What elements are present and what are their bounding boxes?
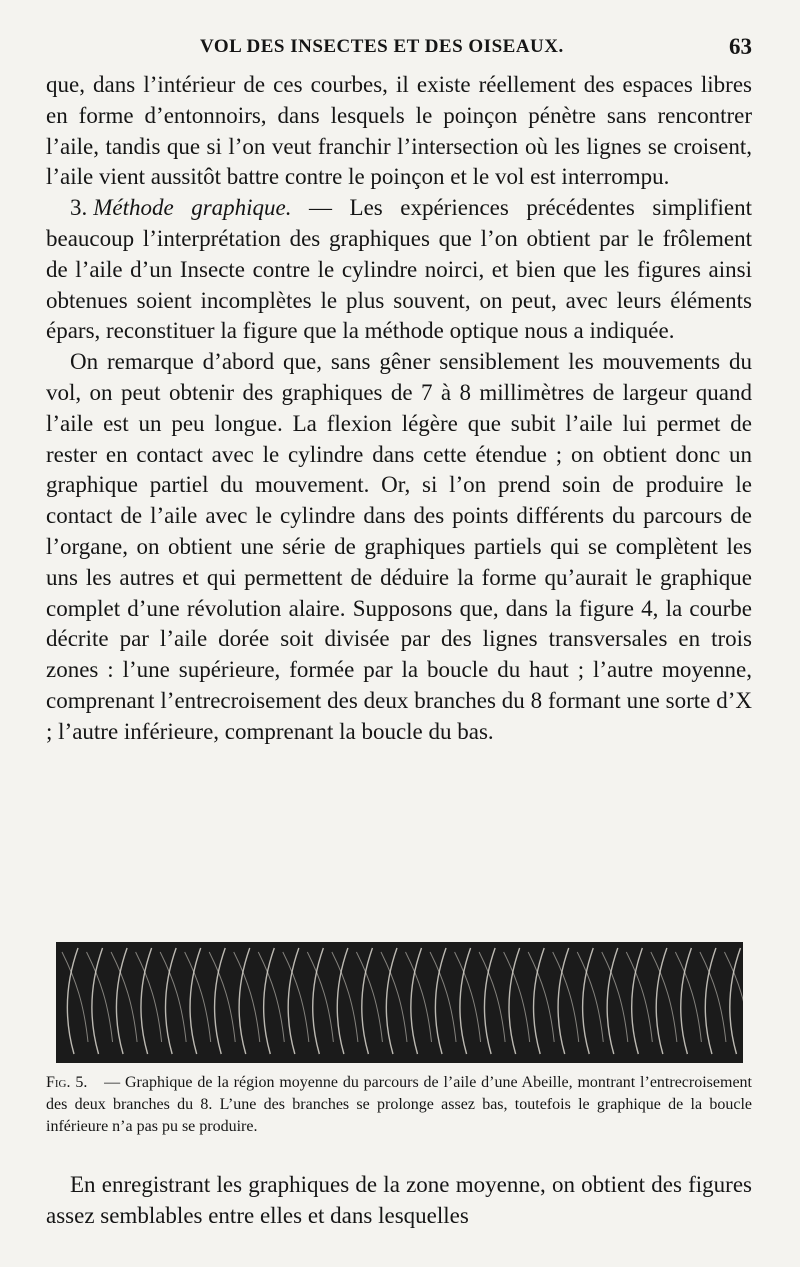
section-number: 3. [70, 195, 88, 221]
paragraph-4: En enregistrant les graphiques de la zone moyenne, on obtient des figures assez semblables entre elles et dans lesquelles [46, 1172, 752, 1228]
figure-caption [46, 1072, 752, 1138]
figure-caption-text: — Graphique de la région moyenne du parcours de l’aile d’une Abeille, montrant l’entrecroisement des deux branches du 8. L’une des branches se prolonge assez bas, toutefois le graphique de la boucle inférieure n’a pas pu se produire. [46, 1074, 753, 1135]
page-header [46, 36, 752, 68]
paragraph-2-text: — Les expériences précédentes simplifient beaucoup l’interprétation des graphiques que l’on obtient par le frôlement de l’aile d’un Insecte contre le cylindre noirci, et bien que les figures ainsi obtenues soient incomplètes le plus souvent, on peut, avec leurs éléments épars, reconstituer la figure que la méthode optique nous a indiquée. [46, 195, 753, 344]
paragraph-3: On remarque d’abord que, sans gêner sensiblement les mouvements du vol, on peut obtenir des graphiques de 7 à 8 millimètres de largeur quand l’aile est un peu longue. La flexion légère que subit l’aile lui permet de rester en contact avec le cylindre dans cette étendue ; on obtient donc un graphique partiel du mouvement. Or, si l’on prend soin de produire le contact de l’aile avec le cylindre dans des points différents du parcours de l’organe, on obtient une série de graphiques partiels qui se complètent les uns les autres et qui permettent de déduire la forme qu’aurait le graphique complet d’une révolution alaire. Supposons que, dans la figure 4, la courbe décrite par l’aile dorée soit divisée par des lignes transversales en trois zones : l’une supérieure, formée par la boucle du haut ; l’autre moyenne, comprenant l’entrecroisement des deux branches du 8 formant une sorte d’X ; l’autre inférieure, comprenant la boucle du bas. [46, 349, 752, 744]
running-head: VOL DES INSECTES ET DES OISEAUX. [200, 36, 564, 57]
paragraph-1: que, dans l’intérieur de ces courbes, il existe réellement des espaces libres en forme d’entonnoirs, dans lesquels le poinçon pénètre sans rencontrer l’aile, tandis que si l’on veut franchir l’intersection où les lignes se croisent, l’aile vient aussitôt battre contre le poinçon et le vol est interrompu. [46, 72, 752, 190]
figure-graphic [56, 942, 743, 1063]
paragraph-2 [46, 193, 752, 347]
figure-label: Fig. 5. [46, 1074, 88, 1091]
page-number: 63 [729, 34, 752, 59]
figure-background [56, 942, 743, 1063]
continuation-text [46, 1170, 752, 1232]
section-title: Méthode graphique. [93, 195, 292, 221]
wing-trace-graphic [56, 942, 743, 1063]
main-text [46, 70, 752, 748]
